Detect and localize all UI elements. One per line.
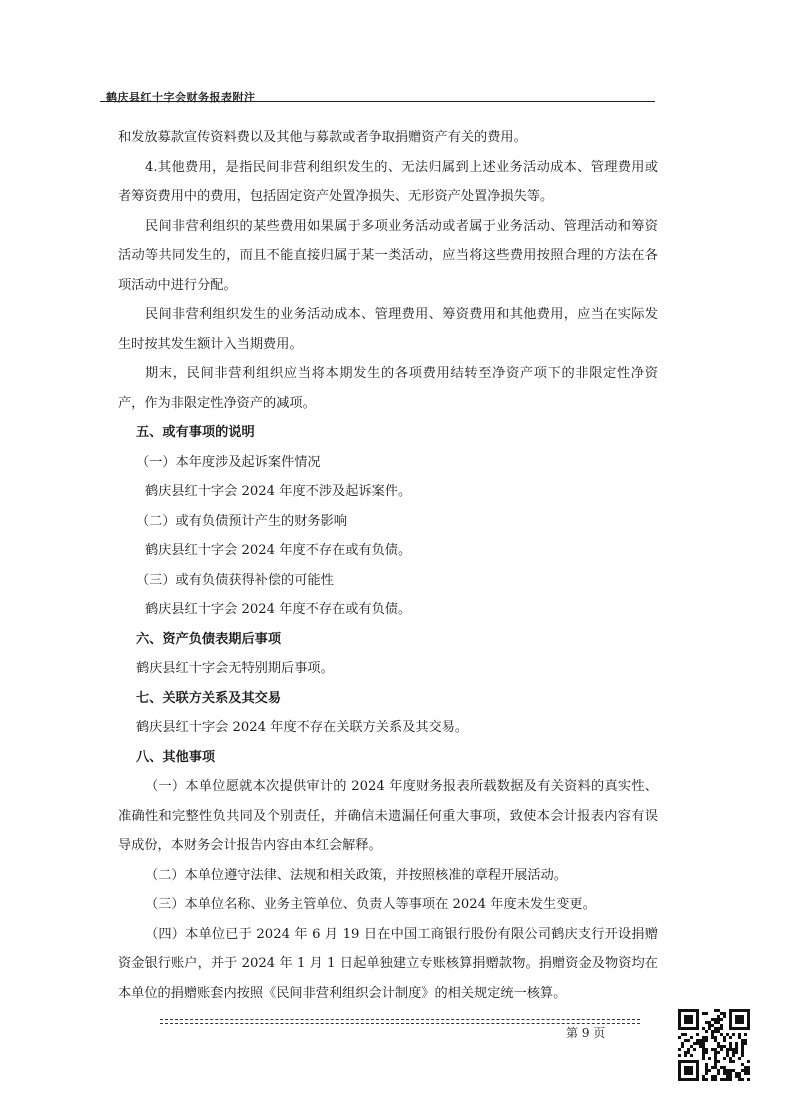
qr-code-icon — [678, 1009, 750, 1081]
paragraph: 鹤庆县红十字会 2024 年度不涉及起诉案件。 — [145, 484, 412, 499]
header-title: 鹤庆县红十字会财务报表附注 — [106, 91, 256, 104]
paragraph: （四）本单位已于 2024 年 6 月 19 日在中国工商银行股份有限公司鹤庆支行开设捐赠资金银行账户，并于 2024 年 1 月 1 日起单独建立专账核算捐赠款物。捐赠资金及物资均在本单位的捐赠账套内按照《民间非营利组织会计制度》的相关规定统一核算。 — [118, 926, 658, 1001]
section-heading: 六、资产负债表期后事项 — [136, 631, 282, 647]
document-body — [118, 123, 658, 1008]
qr-code-graphic — [678, 1009, 750, 1081]
paragraph: 4.其他费用，是指民间非营利组织发生的、无法归属到上述业务活动成本、管理费用或者筹资费用中的费用，包括固定资产处置净损失、无形资产处置净损失等。 — [118, 159, 658, 204]
subsection-heading: （三）或有负债获得补偿的可能性 — [136, 572, 334, 588]
page-number: 第 9 页 — [566, 1026, 606, 1040]
paragraph: 鹤庆县红十字会 2024 年度不存在或有负债。 — [145, 602, 412, 617]
paragraph: 民间非营利组织的某些费用如果属于多项业务活动或者属于业务活动、管理活动和筹资活动等共同发生的，而且不能直接归属于某一类活动，应当将这些费用按照合理的方法在各项活动中进行分配。 — [118, 218, 658, 293]
subsection-heading: （二）或有负债预计产生的财务影响 — [136, 513, 347, 529]
subsection-heading: （一）本年度涉及起诉案件情况 — [136, 454, 321, 470]
paragraph: 和发放募款宣传资料费以及其他与募款或者争取捐赠资产有关的费用。 — [118, 130, 527, 145]
paragraph: 期末，民间非营利组织应当将本期发生的各项费用结转至净资产项下的非限定性净资产，作为非限定性净资产的减项。 — [118, 366, 658, 411]
section-heading: 七、关联方关系及其交易 — [136, 690, 282, 706]
section-heading: 八、其他事项 — [136, 749, 216, 765]
paragraph: 鹤庆县红十字会 2024 年度不存在关联方关系及其交易。 — [136, 720, 469, 735]
paragraph: （二）本单位遵守法律、法规和相关政策，并按照核准的章程开展活动。 — [145, 867, 567, 883]
paragraph: （一）本单位愿就本次提供审计的 2024 年度财务报表所载数据及有关资料的真实性、准确性和完整性负共同及个别责任，并确信未遗漏任何重大事项，致使本会计报表内容有误导成份，本财务会计报告内容由本红会解释。 — [118, 779, 658, 853]
paragraph: （三）本单位名称、业务主管单位、负责人等事项在 2024 年度未发生变更。 — [145, 897, 596, 912]
page-header — [100, 91, 655, 102]
paragraph: 民间非营利组织发生的业务活动成本、管理费用、筹资费用和其他费用，应当在实际发生时按其发生额计入当期费用。 — [118, 307, 658, 352]
paragraph: 鹤庆县红十字会无特别期后事项。 — [136, 661, 334, 676]
paragraph: 鹤庆县红十字会 2024 年度不存在或有负债。 — [145, 543, 412, 558]
section-heading: 五、或有事项的说明 — [136, 425, 255, 440]
